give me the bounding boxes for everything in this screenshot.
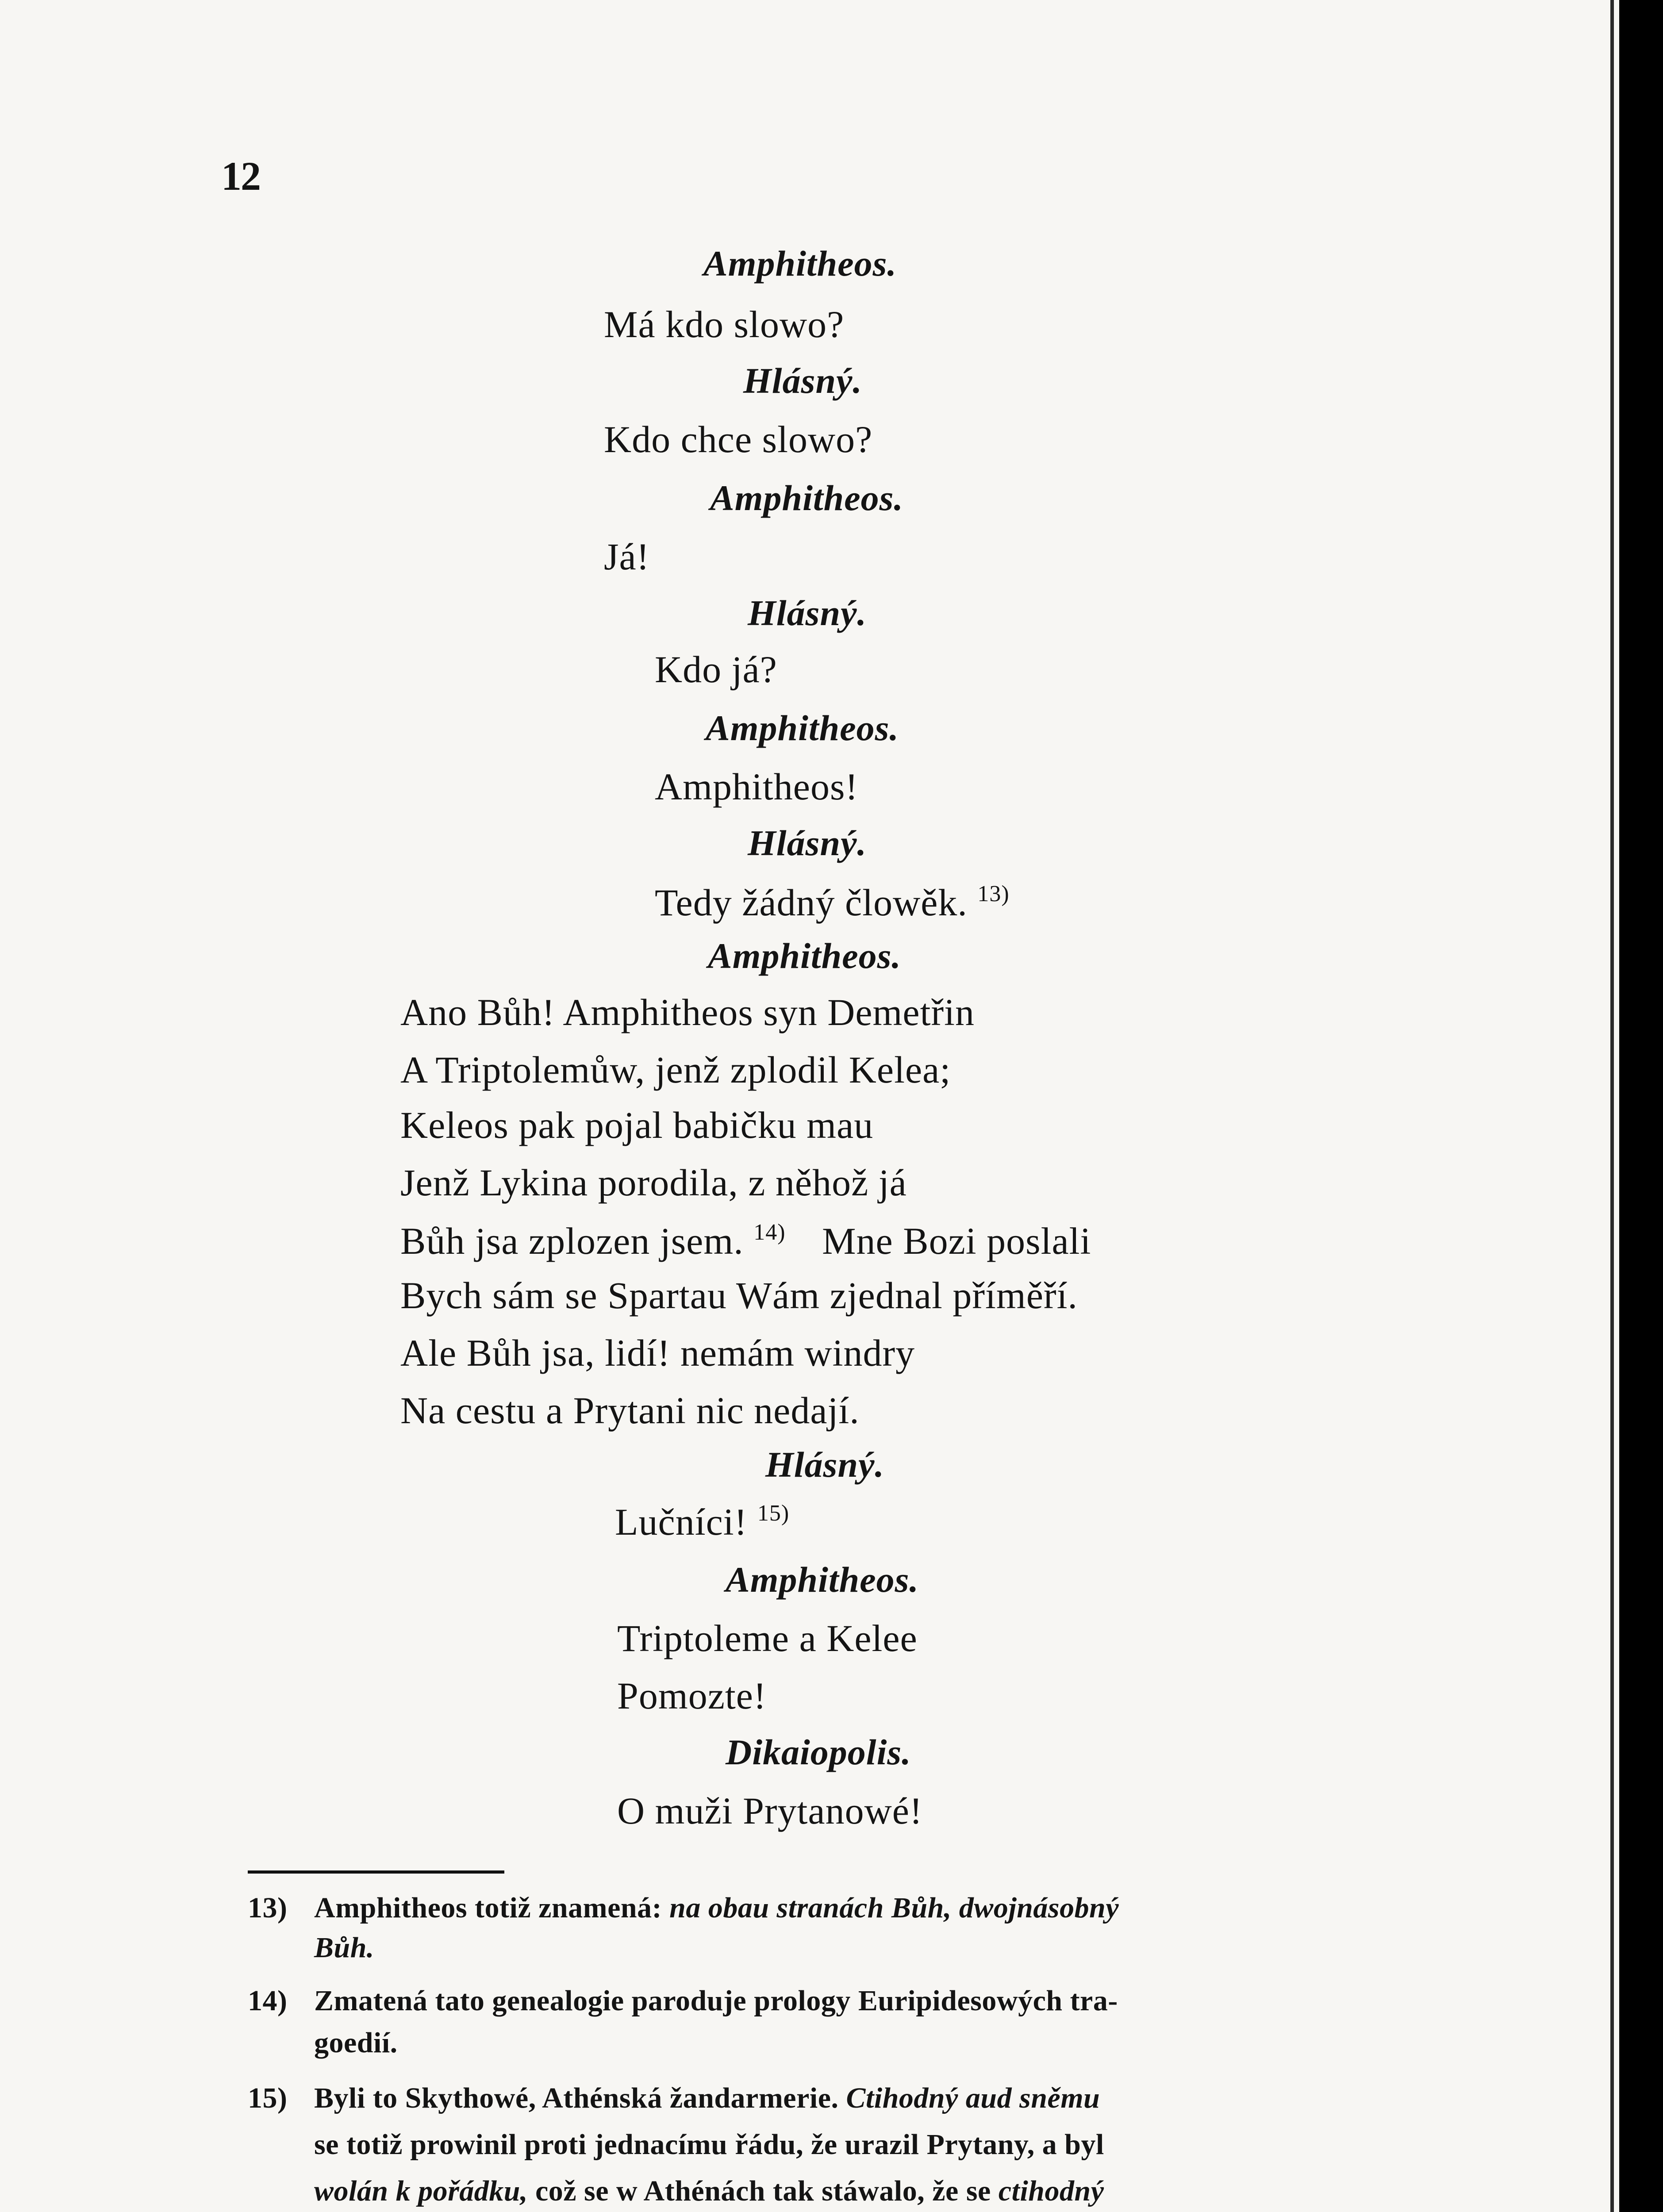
verse-line: O muži Prytanowé! (617, 1790, 923, 1832)
scan-border (1619, 0, 1663, 2212)
verse-line: Já! (604, 535, 650, 578)
footnote-number: 14) (248, 1985, 288, 2017)
verse-line: Ale Bůh jsa, lidí! nemám windry (400, 1332, 915, 1374)
verse-text: Bůh jsa zplozen jsem. (400, 1220, 744, 1262)
footnote-ref-13: 13) (977, 881, 1010, 906)
speaker-name: Amphitheos. (706, 708, 899, 748)
footnote-ref-15: 15) (757, 1501, 790, 1526)
speaker-name: Amphitheos. (710, 478, 904, 518)
verse-line: Má kdo slowo? (604, 303, 845, 346)
footnote-italic-text: wolán k pořádku, (314, 2175, 528, 2207)
footnote-italic-text: na obau stranách Bůh, dwojnásobný (669, 1892, 1119, 1924)
footnote-line (314, 2177, 1104, 2206)
footnote-number: 13) (248, 1892, 288, 1924)
speaker-name: Amphitheos. (703, 243, 897, 284)
verse-line: Jenž Lykina porodila, z něhož já (400, 1161, 907, 1204)
verse-line (400, 1221, 1091, 1260)
footnote-line: goedií. (314, 2027, 398, 2059)
verse-text: Lučníci! (615, 1501, 748, 1543)
footnote-text: Amphitheos totiž znamená: (314, 1892, 662, 1924)
verse-line: Kdo chce slowo? (604, 418, 873, 461)
footnote-rule (248, 1870, 504, 1874)
speaker-name: Amphitheos. (708, 936, 902, 976)
footnote-line (314, 1933, 374, 1962)
footnote-number: 15) (248, 2082, 288, 2114)
verse-line: Triptoleme a Kelee (617, 1617, 918, 1659)
speaker-name: Hlásný. (748, 823, 867, 863)
speaker-name: Hlásný. (765, 1444, 884, 1485)
page-edge-line (1610, 0, 1614, 2212)
footnote-line (314, 1893, 1119, 1923)
footnote-line: Zmatená tato genealogie paroduje prology Euripidesowých tra- (314, 1985, 1118, 2017)
verse-line: Amphitheos! (655, 765, 859, 808)
verse-line (615, 1502, 789, 1541)
page-number: 12 (221, 154, 260, 199)
footnote-ref-14: 14) (753, 1220, 786, 1245)
footnote-line: se totiž prowinil proti jednacímu řádu, že urazil Prytany, a byl (314, 2128, 1104, 2161)
speaker-name: Hlásný. (748, 593, 867, 633)
verse-line: Keleos pak pojal babičku mau (400, 1104, 874, 1146)
verse-line: A Triptolemůw, jenž zplodil Kelea; (400, 1048, 951, 1091)
footnote-italic-text: Bůh. (314, 1932, 374, 1964)
verse-line: Ano Bůh! Amphitheos syn Demetřin (400, 991, 975, 1033)
speaker-name: Hlásný. (743, 361, 862, 401)
speaker-name: Amphitheos. (726, 1559, 919, 1600)
verse-line (655, 883, 1010, 922)
footnote-text: což se w Athénách tak stáwalo, že se (535, 2175, 991, 2207)
footnote-italic-text: Ctihodný aud sněmu (846, 2082, 1100, 2114)
speaker-name: Dikaiopolis. (726, 1732, 911, 1772)
verse-line: Pomozte! (617, 1674, 767, 1717)
footnote-text: Byli to Skythowé, Athénská žandarmerie. (314, 2082, 839, 2114)
verse-text-continued: Mne Bozi poslali (822, 1220, 1091, 1262)
verse-line: Na cestu a Prytani nic nedají. (400, 1389, 860, 1432)
verse-line: Bych sám se Spartau Wám zjednal příměří. (400, 1274, 1078, 1317)
verse-line: Kdo já? (655, 648, 777, 691)
verse-text: Tedy žádný člowěk. (655, 881, 968, 924)
footnote-line (314, 2084, 1100, 2113)
footnote-italic-text: ctihodný (998, 2175, 1104, 2207)
